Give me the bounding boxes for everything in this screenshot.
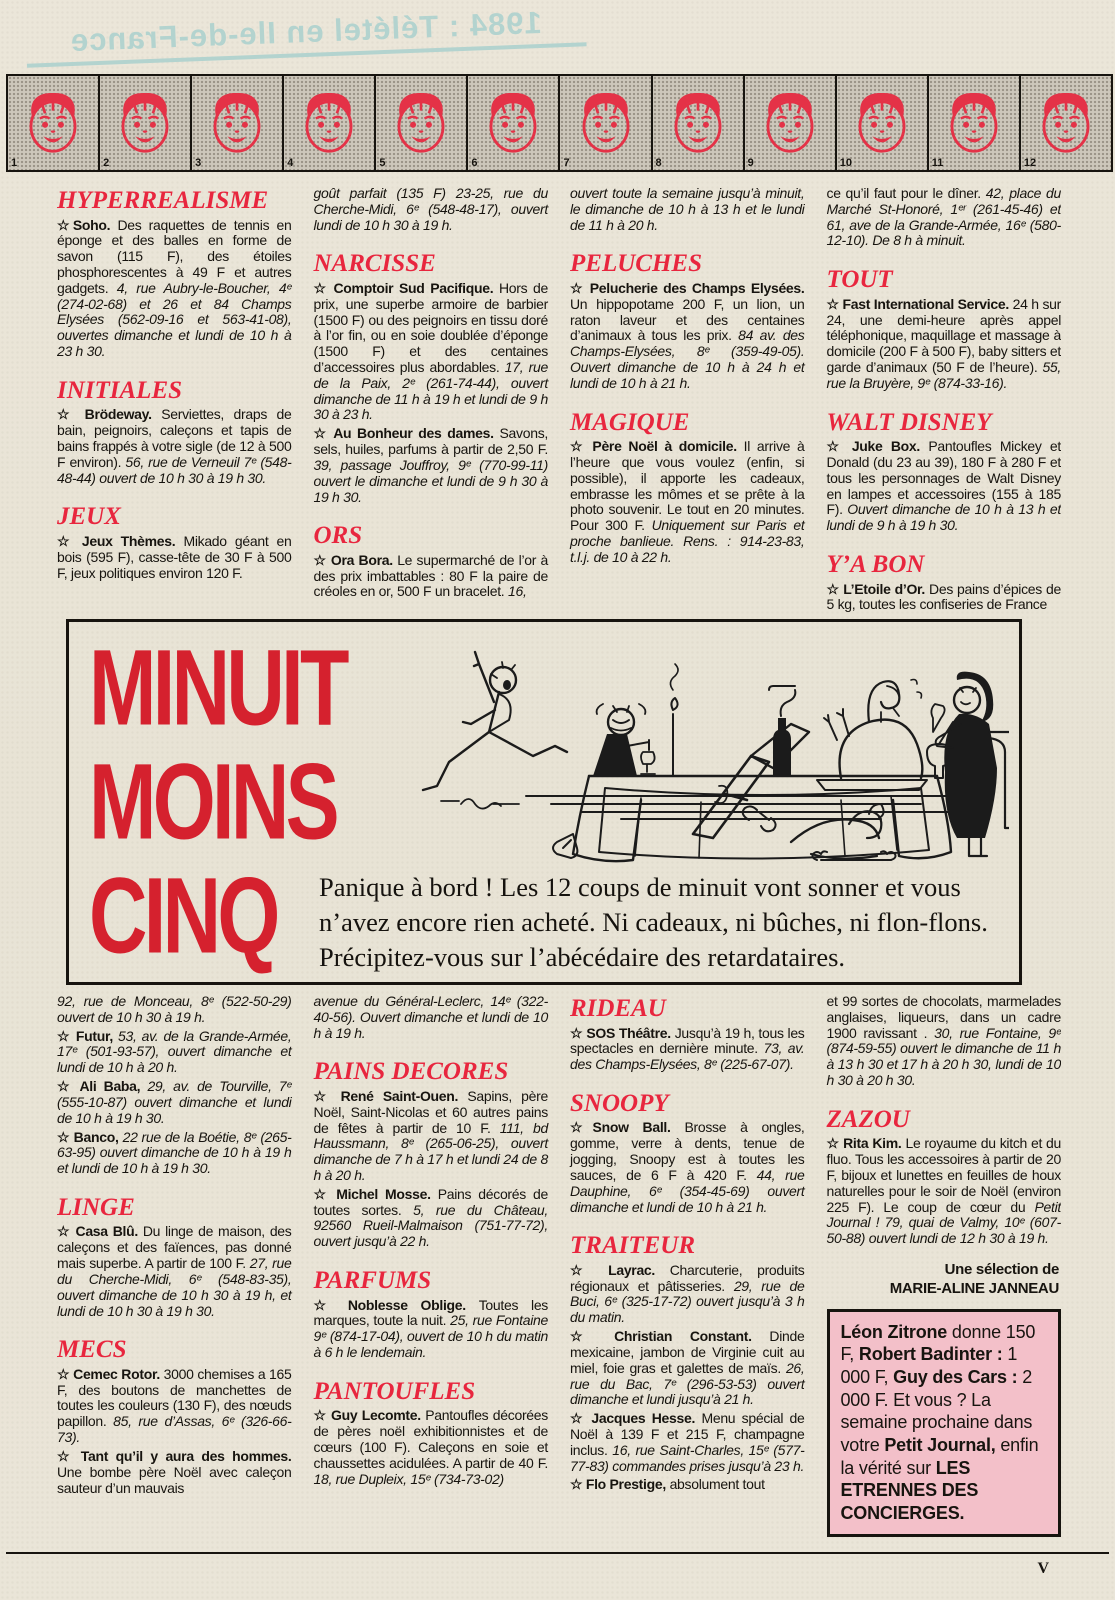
- minuit-moins-cinq-banner: [66, 619, 1022, 985]
- baby-face-icon: [661, 81, 735, 165]
- frame-number: 11: [931, 157, 944, 169]
- frame-number: 9: [747, 157, 754, 169]
- baby-face-icon: [200, 81, 274, 165]
- listing-entry: ☆ Père Noël à domicile. Il arrive à l’heure que vous voulez (enfin, si possible), il apporte les cadeaux, embrasse les mômes et se prête à la photo souvenir. Le tout en 20 minutes. Pour 300 F. Uniquement sur Paris et proche banlieue. Rens. : 914-23-83, t.l.j. de 10 à 22 h.: [570, 438, 805, 565]
- section-heading: NARCISSE: [313, 250, 436, 278]
- filmstrip-frame: [745, 76, 837, 170]
- section-heading: WALT DISNEY: [826, 408, 992, 436]
- listing-entry: ☆ Michel Mosse. Pains décorés de toutes sortes. 5, rue du Château, 92560 Rueil-Malmaison (751-77-72), ouvert jusqu’à 22 h.: [313, 1185, 548, 1250]
- listing-entry: ☆ Ali Baba, 29, av. de Tourville, 7ᵉ (555-10-87) ouvert dimanche et lundi de 10 h à 19 h 30.: [57, 1078, 292, 1126]
- listing-entry: ☆ Brödeway. Serviettes, draps de bain, peignoirs, caleçons et tapis de bains frappés à votre sigle (de 12 à 500 F environ). 56, rue de Verneuil 7ᵉ (548-48-44) ouvert de 10 h 30 à 19 h 30.: [57, 406, 292, 486]
- listing-entry: ☆ Layrac. Charcuterie, produits régionaux et pâtisseries. 29, rue de Buci, 6ᵉ (325-17-72) ouvert jusqu’à 3 h du matin.: [570, 1261, 805, 1326]
- filmstrip-frame: [376, 76, 468, 170]
- listing-entry: ☆ Banco, 22 rue de la Boétie, 8ᵉ (265-63-95) ouvert dimanche de 10 h à 19 h et lundi de 10 h à 19 h 30.: [57, 1128, 292, 1177]
- section-heading: INITIALES: [57, 376, 183, 404]
- section-heading: ORS: [313, 522, 363, 550]
- listing-entry: goût parfait (135 F) 23-25, rue du Cherche-Midi, 6ᵉ (548-48-17), ouvert lundi de 10 h 30 à 19 h.: [313, 186, 548, 233]
- baby-face-icon: [1029, 81, 1103, 165]
- section-heading: MAGIQUE: [570, 408, 690, 436]
- listing-entry: ☆ Casa Blû. Du linge de maison, des caleçons et des faïences, pas donné mais superbe. A partir de 100 F. 27, rue du Cherche-Midi, 6ᵉ (548-83-35), ouvert dimanche de 10 h 30 à 19 h, et lundi de 10 h 30 à 19 h 30.: [57, 1223, 292, 1319]
- frame-number: 8: [655, 157, 662, 169]
- banner-word: MOINS: [89, 740, 336, 862]
- listing-entry: 92, rue de Monceau, 8ᵉ (522-50-29) ouvert de 10 h 30 à 19 h.: [57, 994, 292, 1025]
- baby-face-icon: [384, 81, 458, 165]
- column-1: [57, 994, 292, 1550]
- column-3: [570, 994, 805, 1550]
- filmstrip-frame: [8, 76, 100, 170]
- banner-word: MINUIT: [89, 626, 346, 748]
- baby-filmstrip: [6, 74, 1113, 172]
- listing-entry: ☆ Noblesse Oblige. Toutes les marques, toute la nuit. 25, rue Fontaine 9ᵉ (874-17-04), ouvert de 10 h du matin à 6 h le lendemain.: [313, 1296, 548, 1360]
- section-heading: PAINS DECORES: [313, 1058, 509, 1086]
- print-through-header: 1984 : Télétel en Ile-de-France: [25, 3, 586, 67]
- section-heading: ZAZOU: [826, 1105, 910, 1133]
- listing-entry: ☆ Comptoir Sud Pacifique. Hors de prix, une superbe armoire de barbier (1500 F) ou des peignoirs en tissu doré à l’or fin, ou en soie doublée d’éponge (1500 F) et des centaines d’accessoires plus abordables. 17, rue de la Paix, 2ᵉ (261-74-44), ouvert dimanche de 11 h à 19 h et lundi de 9 h 30 à 23 h.: [313, 279, 548, 423]
- listing-entry: ☆ Christian Constant. Dinde mexicaine, jambon de Virginie cuit au miel, foie gras et galettes de maïs. 26, rue du Bac, 7ᵉ (296-53-53) ouvert dimanche et lundi jusqu’à 21 h.: [570, 1328, 805, 1408]
- section-heading: PARFUMS: [313, 1267, 432, 1295]
- listing-entry: ☆ Au Bonheur des dames. Savons, sels, huiles, parfums à partir de 2,50 F. 39, passage Jouffroy, 9ᵉ (770-99-11) ouvert le dimanche et lundi de 9 h 30 à 19 h 30.: [313, 425, 548, 505]
- section-heading: SNOOPY: [570, 1089, 669, 1117]
- column-2: [314, 994, 549, 1550]
- frame-number: 3: [195, 157, 202, 169]
- selection-credit: Une sélection de MARIE-ALINE JANNEAU: [889, 1261, 1059, 1297]
- cartoon-illustration: [321, 628, 1009, 866]
- announcement-box: Léon Zitrone donne 150 F, Robert Badinter : 1 000 F, Guy des Cars : 2 000 F. Et vous ? La semaine prochaine dans votre Petit Journal, enfin la vérité sur LES ETRENNES DES CONCIERGES.: [827, 1309, 1062, 1537]
- column-3: [570, 186, 805, 618]
- filmstrip-frame: [468, 76, 560, 170]
- banner-word: CINQ: [89, 854, 277, 976]
- listing-entry: ☆ Fast International Service. 24 h sur 24, une demi-heure après appel téléphonique, maquillage et massage à domicile (200 F à 500 F), baby sitters et garde d’animaux (50 F de l’heure). 55, rue la Bruyère, 9ᵉ (874-33-16).: [826, 295, 1061, 391]
- section-heading: TRAITEUR: [570, 1232, 696, 1260]
- listing-entry: et 99 sortes de chocolats, marmelades anglaises, liqueurs, dans un cadre 1900 ravissant . 30, rue Fontaine, 9ᵉ (874-59-55) ouvert le dimanche de 11 h à 13 h 30 et 17 h à 20 h 30, lundi de 10 h 30 à 20 h 30.: [826, 994, 1061, 1089]
- column-1: [57, 186, 292, 618]
- listing-entry: ☆ René Saint-Ouen. Sapins, père Noël, Saint-Nicolas et 60 autres pains de fêtes à partir de 10 F. 111, bd Haussmann, 8ᵉ (265-06-25), ouvert dimanche de 7 h à 17 h et lundi 24 de 8 h à 20 h.: [313, 1087, 548, 1183]
- filmstrip-frame: [560, 76, 652, 170]
- section-heading: MECS: [57, 1336, 127, 1364]
- baby-face-icon: [845, 81, 919, 165]
- filmstrip-frame: [837, 76, 929, 170]
- frame-number: 4: [287, 157, 294, 169]
- section-heading: JEUX: [57, 503, 121, 531]
- listing-entry: ☆ L’Etoile d’Or. Des pains d’épices de 5 kg, toutes les confiseries de France: [826, 580, 1061, 613]
- baby-face-icon: [292, 81, 366, 165]
- listing-entry: ☆ Tant qu’il y aura des hommes. Une bombe père Noël avec caleçon sauteur d’un mauvais: [57, 1447, 292, 1496]
- baby-face-icon: [937, 81, 1011, 165]
- section-heading: LINGE: [57, 1193, 135, 1221]
- baby-face-icon: [569, 81, 643, 165]
- filmstrip-frame: [192, 76, 284, 170]
- page-number: V: [1037, 1560, 1049, 1577]
- listing-entry: ☆ Juke Box. Pantoufles Mickey et Donald (du 23 au 39), 180 F à 280 F et tous les personnages de Walt Disney en lampes et accessoires (155 à 185 F). Ouvert dimanche de 10 h à 13 h et lundi de 9 h à 19 h 30.: [826, 438, 1061, 534]
- section-heading: TOUT: [826, 266, 893, 294]
- filmstrip-frame: [653, 76, 745, 170]
- listing-entry: ☆ Flo Prestige, absolument tout: [570, 1476, 765, 1493]
- listing-entry: ☆ Rita Kim. Le royaume du kitch et du fluo. Tous les accessoires à partir de 20 F, bijoux et lunettes en feuilles de houx naturelles pour le soir de Noël (environ 225 F). Le coup de cœur du Petit Journal ! 79, quai de Valmy, 10ᵉ (607-50-88) ouvert lundi de 12 h 30 à 19 h.: [826, 1135, 1061, 1247]
- listing-entry: ☆ Jacques Hesse. Menu spécial de Noël à 139 F et 215 F, champagne inclus. 16, rue Saint-Charles, 15ᵉ (577-77-83) commandes prises jusqu’à 23 h.: [570, 1410, 805, 1474]
- listing-entry: ce qu’il faut pour le dîner. 42, place du Marché St-Honoré, 1ᵉʳ (261-45-46) et 61, ave de la Grande-Armée, 16ᵉ (580-12-10). De 8 h à minuit.: [826, 186, 1061, 249]
- column-4: [827, 186, 1062, 618]
- filmstrip-frame: [1021, 76, 1111, 170]
- frame-number: 7: [563, 157, 570, 169]
- frame-number: 12: [1023, 157, 1037, 169]
- section-heading: PELUCHES: [570, 250, 702, 278]
- listing-entry: ☆ Jeux Thèmes. Mikado géant en bois (595 F), casse-tête de 30 F à 500 F, jeux politiques environ 120 F.: [57, 532, 292, 581]
- section-heading: RIDEAU: [570, 995, 666, 1022]
- baby-face-icon: [753, 81, 827, 165]
- banner-caption: Panique à bord ! Les 12 coups de minuit vont sonner et vous n’avez encore rien acheté. Ni cadeaux, ni bûches, ni flon-flons. Précipitez-vous sur l’abécédaire des retardataires.: [319, 872, 988, 972]
- listing-entry: ☆Soho. Des raquettes de tennis en éponge et des balles en forme de savon (115 F), des étoiles phosphorescentes à 49 F et autres gadgets. 4, rue Aubry-le-Boucher, 4ᵉ (274-02-68) et 26 et 84 Champs Elysées (562-09-16 et 563-41-08), ouvertes dimanche et lundi de 10 h à 23 h 30.: [57, 216, 292, 359]
- section-heading: Y’A BON: [826, 551, 925, 578]
- footer-rule: [6, 1552, 1109, 1554]
- baby-face-icon: [16, 81, 90, 165]
- top-columns: [57, 186, 1061, 618]
- column-2: [314, 186, 549, 618]
- listing-entry: ☆ Ora Bora. Le supermarché de l’or à des prix imbattables : 80 F la paire de créoles en or, 500 F un bracelet. 16,: [313, 551, 548, 600]
- listing-entry: ☆ Pelucherie des Champs Elysées. Un hippopotame 200 F, un lion, un raton laveur et des centaines d’animaux à tous les prix. 84 av. des Champs-Elysées, 8ᵉ (359-49-05). Ouvert dimanche de 10 h à 24 h et lundi de 10 h à 21 h.: [570, 279, 805, 391]
- column-4: [827, 994, 1062, 1550]
- baby-face-icon: [108, 81, 182, 165]
- section-heading: HYPERREALISME: [57, 187, 269, 214]
- listing-entry: ouvert toute la semaine jusqu’à minuit, le dimanche de 10 h à 13 h et le lundi de 11 h à 20 h.: [570, 186, 805, 233]
- listing-entry: ☆ Guy Lecomte. Pantoufles décorées de pères noël exhibitionnistes et de cœurs (100 F). Caleçons en soie et chaussettes acidulées. A partir de 40 F. 18, rue Dupleix, 15ᵉ (734-73-02): [313, 1407, 548, 1487]
- frame-number: 10: [839, 157, 852, 169]
- baby-face-icon: [476, 81, 550, 165]
- frame-number: 5: [379, 157, 386, 169]
- filmstrip-frame: [100, 76, 192, 170]
- listing-entry: ☆ Futur, 53, av. de la Grande-Armée, 17ᵉ (501-93-57), ouvert dimanche et lundi de 10 h à 20 h.: [57, 1027, 292, 1076]
- listing-entry: ☆Snow Ball. Brosse à ongles, gomme, verre à dents, tenue de jogging, Snoopy est à toutes les sauces, de 6 F à 420 F. 44, rue Dauphine, 6ᵉ (354-45-69) ouvert dimanche et lundi de 10 h à 21 h.: [570, 1119, 805, 1215]
- listing-entry: ☆ SOS Théâtre. Jusqu’à 19 h, tous les spectacles en dernière minute. 73, av. des Champs-Elysées, 8ᵉ (225-67-07).: [570, 1024, 805, 1073]
- bottom-columns: [57, 994, 1061, 1550]
- filmstrip-frame: [929, 76, 1021, 170]
- listing-entry: avenue du Général-Leclerc, 14ᵉ (322-40-56). Ouvert dimanche et lundi de 10 h à 19 h.: [313, 994, 548, 1041]
- frame-number: 2: [103, 157, 110, 169]
- listing-entry: ☆ Cemec Rotor. 3000 chemises a 165 F, des boutons de manchettes de toutes les couleurs (130 F), des nœuds papillon. 85, rue d’Assas, 6ᵉ (326-66-73).: [57, 1365, 292, 1446]
- frame-number: 1: [11, 157, 18, 169]
- section-heading: PANTOUFLES: [313, 1377, 476, 1405]
- frame-number: 6: [471, 157, 478, 169]
- filmstrip-frame: [284, 76, 376, 170]
